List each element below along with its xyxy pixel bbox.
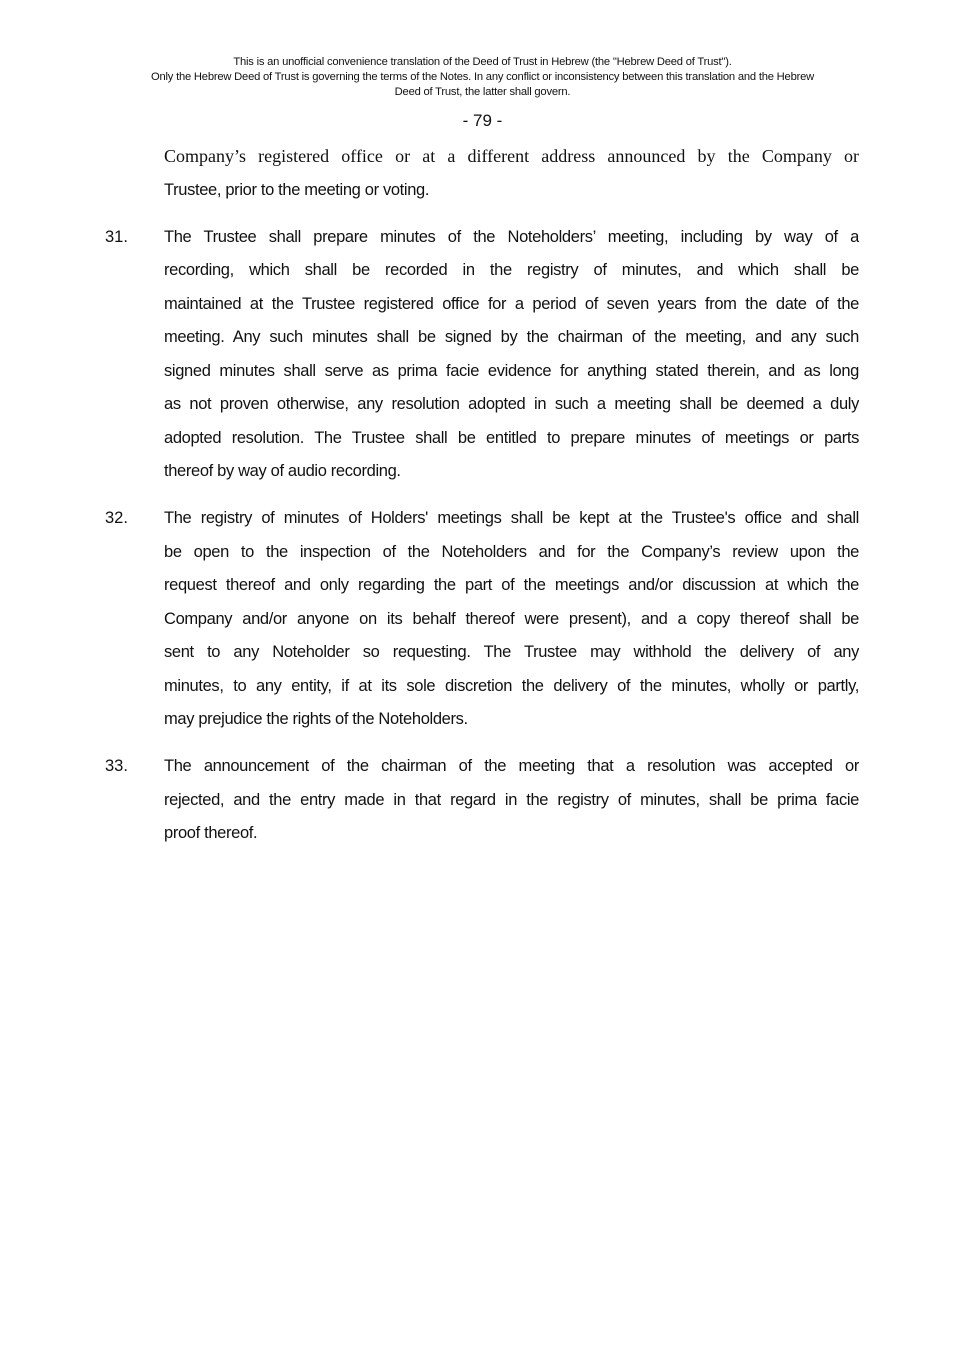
text-line: The Trustee shall prepare minutes of the Noteholders’ meeting, including by way of a — [164, 227, 859, 246]
page-number: - 79 - — [462, 111, 503, 130]
text-line: The announcement of the chairman of the meeting that a resolution was accepted or — [164, 757, 859, 775]
paragraph-32 — [0, 502, 965, 737]
text-line: signed minutes shall serve as prima facie evidence for anything stated therein, and as long — [164, 361, 859, 380]
text-line: request thereof and only regarding the part of the meetings and/or discussion at which the — [164, 576, 859, 594]
text-line: maintained at the Trustee registered office for a period of seven years from the date of the — [164, 294, 859, 313]
paragraph-continuation — [0, 140, 965, 207]
translation-disclaimer — [0, 55, 965, 100]
text-line: sent to any Noteholder so requesting. The Trustee may withhold the delivery of any — [164, 643, 859, 661]
text-line: minutes, to any entity, if at its sole discretion the delivery of the minutes, wholly or partly, — [164, 676, 859, 695]
paragraph-number: 31. — [105, 227, 128, 246]
paragraph-number: 32. — [105, 509, 128, 527]
paragraph-number: 33. — [105, 757, 128, 775]
document-body — [0, 140, 965, 864]
text-line: adopted resolution. The Trustee shall be entitled to prepare minutes of meetings or parts — [164, 428, 859, 447]
disclaimer-line: This is an unofficial convenience translation of the Deed of Trust in Hebrew (the "Hebrew Deed of Trust"). — [233, 56, 732, 68]
disclaimer-line: Deed of Trust, the latter shall govern. — [394, 86, 571, 98]
paragraph-33 — [0, 750, 965, 851]
text-line: proof thereof. — [164, 824, 258, 842]
text-line: as not proven otherwise, any resolution adopted in such a meeting shall be deemed a duly — [164, 395, 859, 413]
text-line: may prejudice the rights of the Noteholders. — [164, 710, 468, 728]
text-line: meeting. Any such minutes shall be signed by the chairman of the meeting, and any such — [164, 328, 859, 346]
disclaimer-line: Only the Hebrew Deed of Trust is governing the terms of the Notes. In any conflict or inconsistency between this translation and the Hebrew — [150, 71, 815, 83]
paragraph-31 — [0, 221, 965, 489]
text-line: be open to the inspection of the Noteholders and for the Company’s review upon the — [164, 542, 859, 561]
text-line: Company and/or anyone on its behalf thereof were present), and a copy thereof shall be — [164, 609, 859, 628]
text-line: thereof by way of audio recording. — [164, 462, 401, 480]
text-line: Trustee, prior to the meeting or voting. — [164, 180, 430, 199]
text-line: recording, which shall be recorded in the registry of minutes, and which shall be — [164, 261, 859, 279]
text-line: rejected, and the entry made in that regard in the registry of minutes, shall be prima facie — [164, 790, 859, 809]
text-line: Company’s registered office or at a different address announced by the Company or — [164, 146, 859, 166]
text-line: The registry of minutes of Holders' meetings shall be kept at the Trustee's office and shall — [164, 509, 859, 527]
